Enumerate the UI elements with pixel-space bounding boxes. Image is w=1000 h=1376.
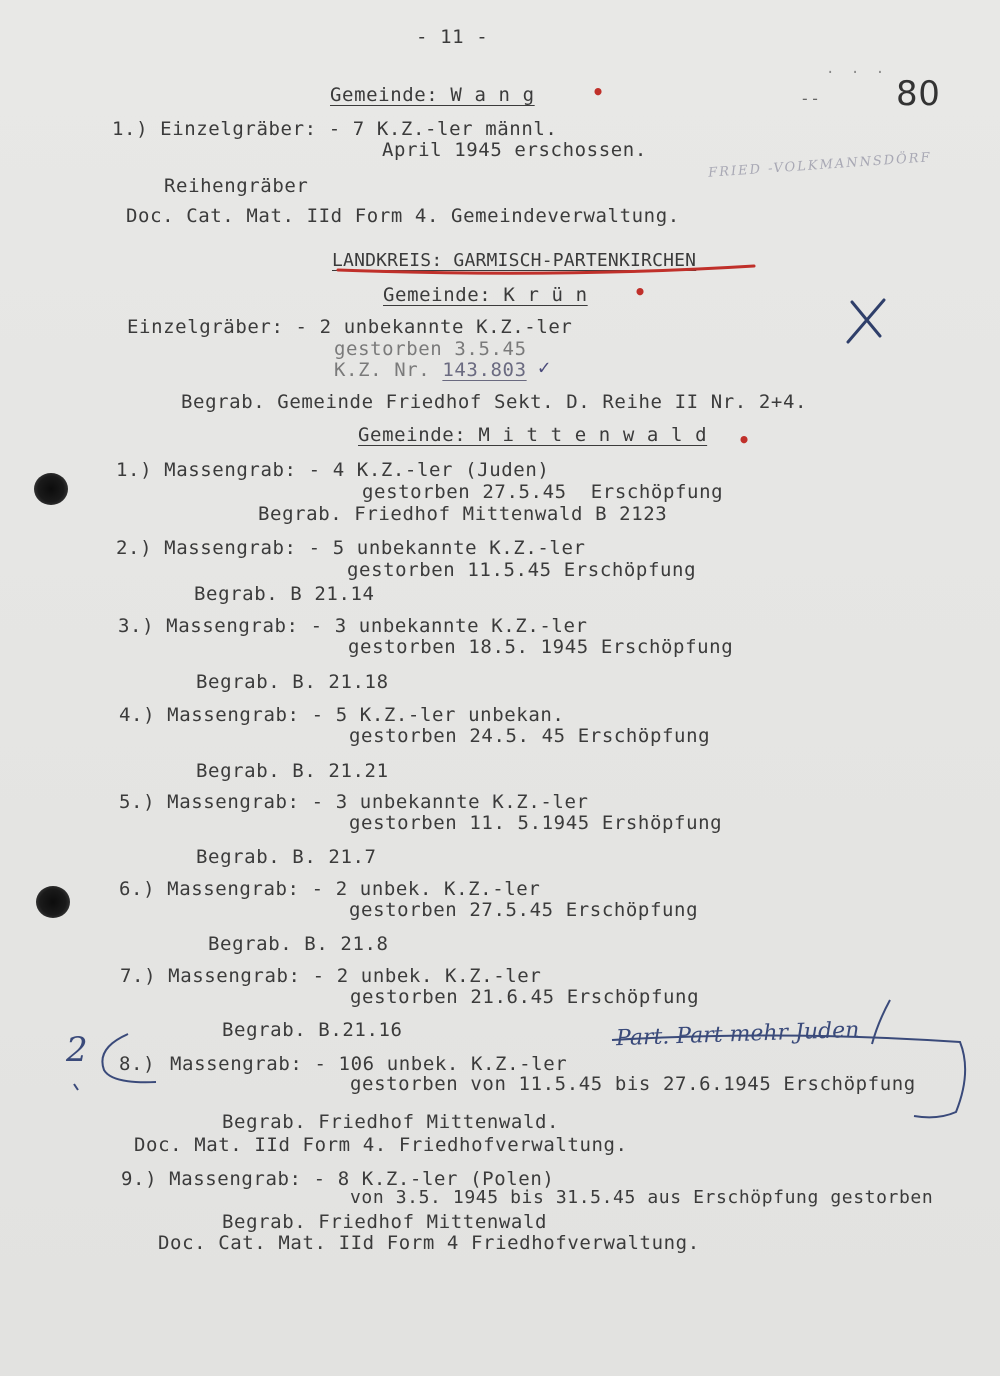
entry-line-b: gestorben 24.5. 45 Erschöpfung — [349, 725, 711, 747]
x-mark-icon — [848, 300, 884, 342]
folio-dash: -- — [800, 89, 821, 108]
entry-line-a: 2.) Massengrab: - 5 unbekannte K.Z.-ler — [116, 537, 586, 559]
entry-line-a: 1.) Massengrab: - 4 K.Z.-ler (Juden) — [116, 459, 550, 481]
heading-mittenwald: Gemeinde: M i t t e n w a l d — [358, 424, 708, 446]
entry-line-c: Begrab. B. 21.21 — [196, 760, 389, 782]
check-mark-icon: ✓ — [538, 355, 551, 379]
red-pencil-mark: • — [592, 80, 605, 104]
heading-wang: Gemeinde: W a n g — [330, 84, 535, 106]
entry-8-bracket-left — [102, 1034, 156, 1082]
entry-line-c: Begrab. Friedhof Mittenwald B 2123 — [258, 503, 668, 525]
entry-line-c: Begrab. B. 21.8 — [208, 933, 389, 955]
entry-line-c: Begrab. B. 21.18 — [196, 671, 389, 693]
entry-line-a: 6.) Massengrab: - 2 unbek. K.Z.-ler — [119, 878, 541, 900]
entry-line-b: gestorben 18.5. 1945 Erschöpfung — [348, 636, 734, 658]
entry-line-b: von 3.5. 1945 bis 31.5.45 aus Erschöpfung gestorben — [350, 1187, 934, 1208]
margin-note: 2 — [66, 1030, 88, 1070]
entry-line-b: gestorben 21.6.45 Erschöpfung — [350, 986, 700, 1008]
entry-line-b: gestorben 11. 5.1945 Ershöpfung — [349, 812, 723, 834]
heading-landkreis: LANDKREIS: GARMISCH-PARTENKIRCHEN — [332, 250, 697, 271]
entry-line-c: Begrab. B. 21.7 — [196, 846, 377, 868]
pen-stroke — [74, 1084, 78, 1090]
red-pencil-mark: • — [738, 428, 751, 452]
entry-line-a: 5.) Massengrab: - 3 unbekannte K.Z.-ler — [119, 791, 589, 813]
entry-line-a: 7.) Massengrab: - 2 unbek. K.Z.-ler — [120, 965, 542, 987]
entry-line-c: Begrab. Friedhof Mittenwald. — [222, 1111, 560, 1133]
entry-line-b: gestorben 27.5.45 Erschöpfung — [349, 899, 699, 921]
wang-line-4: Doc. Cat. Mat. IId Form 4. Gemeindeverwaltung. — [126, 205, 680, 227]
entry-line-a: 9.) Massengrab: - 8 K.Z.-ler (Polen) — [121, 1168, 555, 1190]
heading-kruen: Gemeinde: K r ü n — [383, 284, 588, 306]
page-number: - 11 - — [416, 26, 489, 48]
kruen-kz-label: K.Z. Nr. — [334, 359, 443, 381]
entry-line-d: Doc. Mat. IId Form 4. Friedhofverwaltung. — [134, 1134, 628, 1156]
margin-dots: . . . — [826, 61, 889, 77]
wang-line-3: Reihengräber — [164, 175, 309, 197]
red-pencil-mark: • — [634, 280, 647, 304]
entry-line-c: Begrab. Friedhof Mittenwald — [222, 1211, 548, 1233]
entry-line-b: gestorben 11.5.45 Erschöpfung — [347, 559, 697, 581]
entry-line-d: Doc. Cat. Mat. IId Form 4 Friedhofverwaltung. — [158, 1232, 700, 1254]
faint-stamp: FRIED -VOLKMANNSDÖRF — [707, 150, 933, 181]
kruen-line-2: gestorben 3.5.45 — [334, 338, 527, 360]
kruen-kz-number: 143.803 — [442, 359, 527, 381]
wang-line-1: 1.) Einzelgräber: - 7 K.Z.-ler männl. — [112, 118, 558, 140]
entry-line-a: 4.) Massengrab: - 5 K.Z.-ler unbekan. — [119, 704, 565, 726]
entry-8-bracket-right — [612, 1035, 965, 1117]
entry-line-a: 3.) Massengrab: - 3 unbekannte K.Z.-ler — [118, 615, 588, 637]
kruen-line-4: Begrab. Gemeinde Friedhof Sekt. D. Reihe II Nr. 2+4. — [181, 391, 808, 413]
entry-line-a: Massengrab: - 106 unbek. K.Z.-ler — [170, 1053, 568, 1075]
wang-line-2: April 1945 erschossen. — [382, 139, 647, 161]
entry-line-b: gestorben 27.5.45 Erschöpfung — [362, 481, 724, 503]
kruen-line-1: Einzelgräber: - 2 unbekannte K.Z.-ler — [127, 316, 573, 338]
entry-line-c: Begrab. B.21.16 — [222, 1019, 403, 1041]
folio-number: 80 — [896, 74, 941, 114]
red-underline — [338, 266, 754, 273]
entry-line-b: gestorben von 11.5.45 bis 27.6.1945 Erschöpfung — [350, 1073, 916, 1095]
entry-line-c: Begrab. B 21.14 — [194, 583, 375, 605]
handwritten-annotation: Part. Part mehr Juden — [615, 1017, 860, 1052]
entry-number: 8.) — [119, 1053, 156, 1075]
